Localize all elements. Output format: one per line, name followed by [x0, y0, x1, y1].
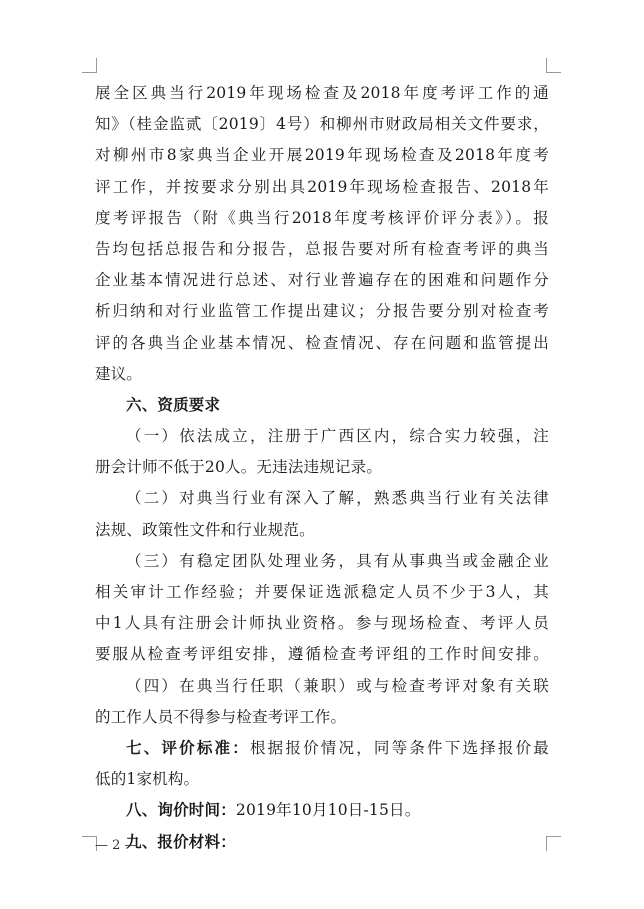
requirement-item-2-cont: 法规、政策性文件和行业规范。: [95, 520, 315, 539]
paragraph-line: 企业基本情况进行总述、对行业普遍存在的困难和问题作分: [95, 271, 549, 290]
paragraph-line: 建议。: [95, 364, 143, 383]
crop-mark-top-left: [82, 58, 97, 73]
paragraph-line: 析归纳和对行业监管工作提出建议；分报告要分别对检查考: [95, 302, 549, 321]
section-evaluation-criteria: [95, 733, 549, 764]
requirement-item-4-cont: 的工作人员不得参与检查考评工作。: [95, 707, 347, 726]
paragraph-line: 评的各典当企业基本情况、检查情况、存在问题和监管提出: [95, 333, 549, 352]
paragraph-line: 知》（桂金监贰〔2019〕4号）和柳州市财政局相关文件要求，: [95, 115, 549, 134]
inquiry-time-text: 2019年10月10日-15日。: [235, 801, 421, 820]
requirement-item-4: （四）在典当行任职（兼职）或与检查考评对象有关联: [126, 676, 549, 695]
crop-mark-top-right: [546, 58, 561, 73]
requirement-item-1: （一）依法成立，注册于广西区内，综合实力较强，注: [126, 427, 549, 446]
document-body: [95, 78, 549, 858]
section-heading-quote-materials: 九、报价材料：: [126, 832, 236, 851]
requirement-item-3: （三）有稳定团队处理业务，具有从事典当或金融企业: [126, 551, 549, 570]
page-number: — 2 —: [95, 838, 138, 853]
paragraph-line: 告均包括总报告和分报告，总报告要对所有检查考评的典当: [95, 239, 549, 258]
evaluation-text: 根据报价情况，同等条件下选择报价最: [249, 738, 550, 757]
requirement-item-1-cont: 册会计师不低于20人。无违法违规记录。: [95, 458, 383, 477]
requirement-item-3-cont: 相关审计工作经验；并要保证选派稳定人员不少于3人，其: [95, 583, 549, 601]
paragraph-line: 评工作，并按要求分别出具2019年现场检查报告、2018年: [95, 177, 549, 196]
paragraph-line: 度考评报告（附《典当行2018年度考核评价评分表》）。报: [95, 208, 549, 227]
evaluation-text-cont: 低的1家机构。: [95, 770, 200, 789]
paragraph-line: 展全区典当行2019年现场检查及2018年度考评工作的通: [95, 84, 549, 102]
section-heading-evaluation: 七、评价标准：: [126, 738, 250, 757]
requirement-item-2: （二）对典当行业有深入了解，熟悉典当行业有关法律: [126, 489, 549, 508]
section-inquiry-time: [95, 795, 549, 826]
section-heading-qualifications: 六、资质要求: [126, 395, 221, 414]
section-heading-inquiry-time: 八、询价时间：: [126, 801, 236, 820]
requirement-item-3-cont: 中1人具有注册会计师执业资格。参与现场检查、考评人员: [95, 614, 549, 633]
paragraph-line: 对柳州市8家典当企业开展2019年现场检查及2018年度考: [95, 146, 549, 165]
requirement-item-3-cont: 要服从检查考评组安排，遵循检查考评组的工作时间安排。: [95, 645, 549, 664]
